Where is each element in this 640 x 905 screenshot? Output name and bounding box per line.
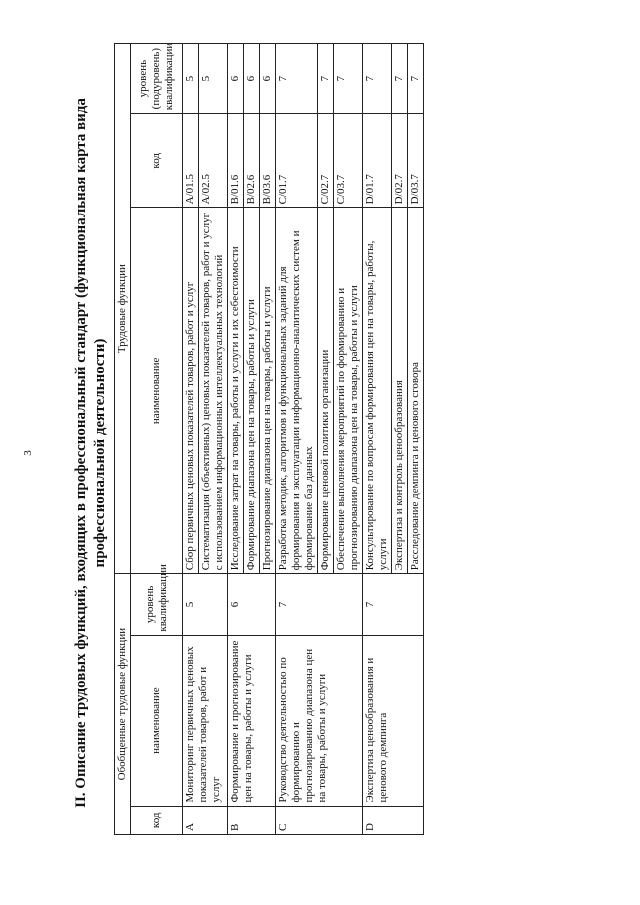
function-level: 7 [334, 44, 363, 114]
group-code: B [228, 806, 276, 834]
functional-map-table [114, 43, 424, 835]
function-level: 6 [244, 44, 260, 114]
header-tf-code: код [131, 114, 183, 208]
group-name: Экспертиза ценообразования и ценового демпинга [363, 635, 424, 806]
function-level: 7 [392, 44, 408, 114]
function-level: 7 [318, 44, 334, 114]
function-code: C/02.7 [318, 114, 334, 208]
function-level: 7 [276, 44, 318, 114]
function-level: 7 [408, 44, 424, 114]
table-row [276, 44, 318, 835]
header-name: наименование [131, 635, 183, 806]
group-level: 6 [228, 574, 276, 635]
function-code: B/02.6 [244, 114, 260, 208]
page-number: 3 [22, 450, 34, 456]
function-level: 6 [260, 44, 276, 114]
function-name: Экспертиза и контроль ценообразования [392, 208, 408, 574]
function-code: C/01.7 [276, 114, 318, 208]
function-name: Сбор первичных ценовых показателей товаров, работ и услуг [183, 208, 199, 574]
function-name: Консультирование по вопросам формирования цен на товары, работы, услуги [363, 208, 392, 574]
function-name: Формирование диапазона цен на товары, работы и услуги [244, 208, 260, 574]
function-name: Систематизация (объективных) ценовых показателей товаров, работ и услуг с использованием информационных интеллектуальных технологий [199, 208, 228, 574]
group-level: 7 [276, 574, 363, 635]
function-code: A/01.5 [183, 114, 199, 208]
table-row [228, 44, 244, 835]
table-row [363, 44, 392, 835]
function-code: D/02.7 [392, 114, 408, 208]
group-name: Руководство деятельностью по формированию и прогнозированию диапазона цен на товары, работы и услуги [276, 635, 363, 806]
function-level: 5 [199, 44, 228, 114]
group-name: Мониторинг первичных ценовых показателей товаров, работ и услуг [183, 635, 228, 806]
function-name: Исследование затрат на товары, работы и услуги и их себестоимости [228, 208, 244, 574]
function-code: A/02.5 [199, 114, 228, 208]
group-code: C [276, 806, 363, 834]
function-name: Формирование ценовой политики организации [318, 208, 334, 574]
function-level: 7 [363, 44, 392, 114]
header-level: уровень квалификации [131, 574, 183, 635]
header-labor: Трудовые функции [115, 44, 131, 574]
function-code: D/03.7 [408, 114, 424, 208]
header-row-1 [115, 44, 131, 835]
function-code: D/01.7 [363, 114, 392, 208]
header-generalized: Обобщенные трудовые функции [115, 574, 131, 835]
function-name: Прогнозирование диапазона цен на товары, работы и услуги [260, 208, 276, 574]
function-name: Разработка методик, алгоритмов и функциональных заданий для формирования и эксплуатации информационно-аналитических систем и формирование баз данных [276, 208, 318, 574]
group-code: D [363, 806, 424, 834]
function-name: Расследование демпинга и ценового сговора [408, 208, 424, 574]
header-code: код [131, 806, 183, 834]
table-row [183, 44, 199, 835]
group-level: 5 [183, 574, 228, 635]
group-level: 7 [363, 574, 424, 635]
function-level: 5 [183, 44, 199, 114]
group-code: A [183, 806, 228, 834]
header-tf-name: наименование [131, 208, 183, 574]
heading-line-2: профессиональной деятельности) [92, 338, 108, 568]
function-level: 6 [228, 44, 244, 114]
heading-line-1: II. Описание трудовых функций, входящих в профессиональный стандарт (функциональная карта вида [73, 98, 89, 808]
function-code: B/01.6 [228, 114, 244, 208]
document-page [20, 13, 620, 893]
function-code: C/03.7 [334, 114, 363, 208]
header-row-2 [131, 44, 183, 835]
function-code: B/03.6 [260, 114, 276, 208]
function-name: Обеспечение выполнения мероприятий по формированию и прогнозированию диапазона цен на товары, работы и услуги [334, 208, 363, 574]
group-name: Формирование и прогнозирование цен на товары, работы и услуги [228, 635, 276, 806]
header-tf-level: уровень (подуровень) квалификации [131, 44, 183, 114]
section-heading [72, 33, 110, 873]
